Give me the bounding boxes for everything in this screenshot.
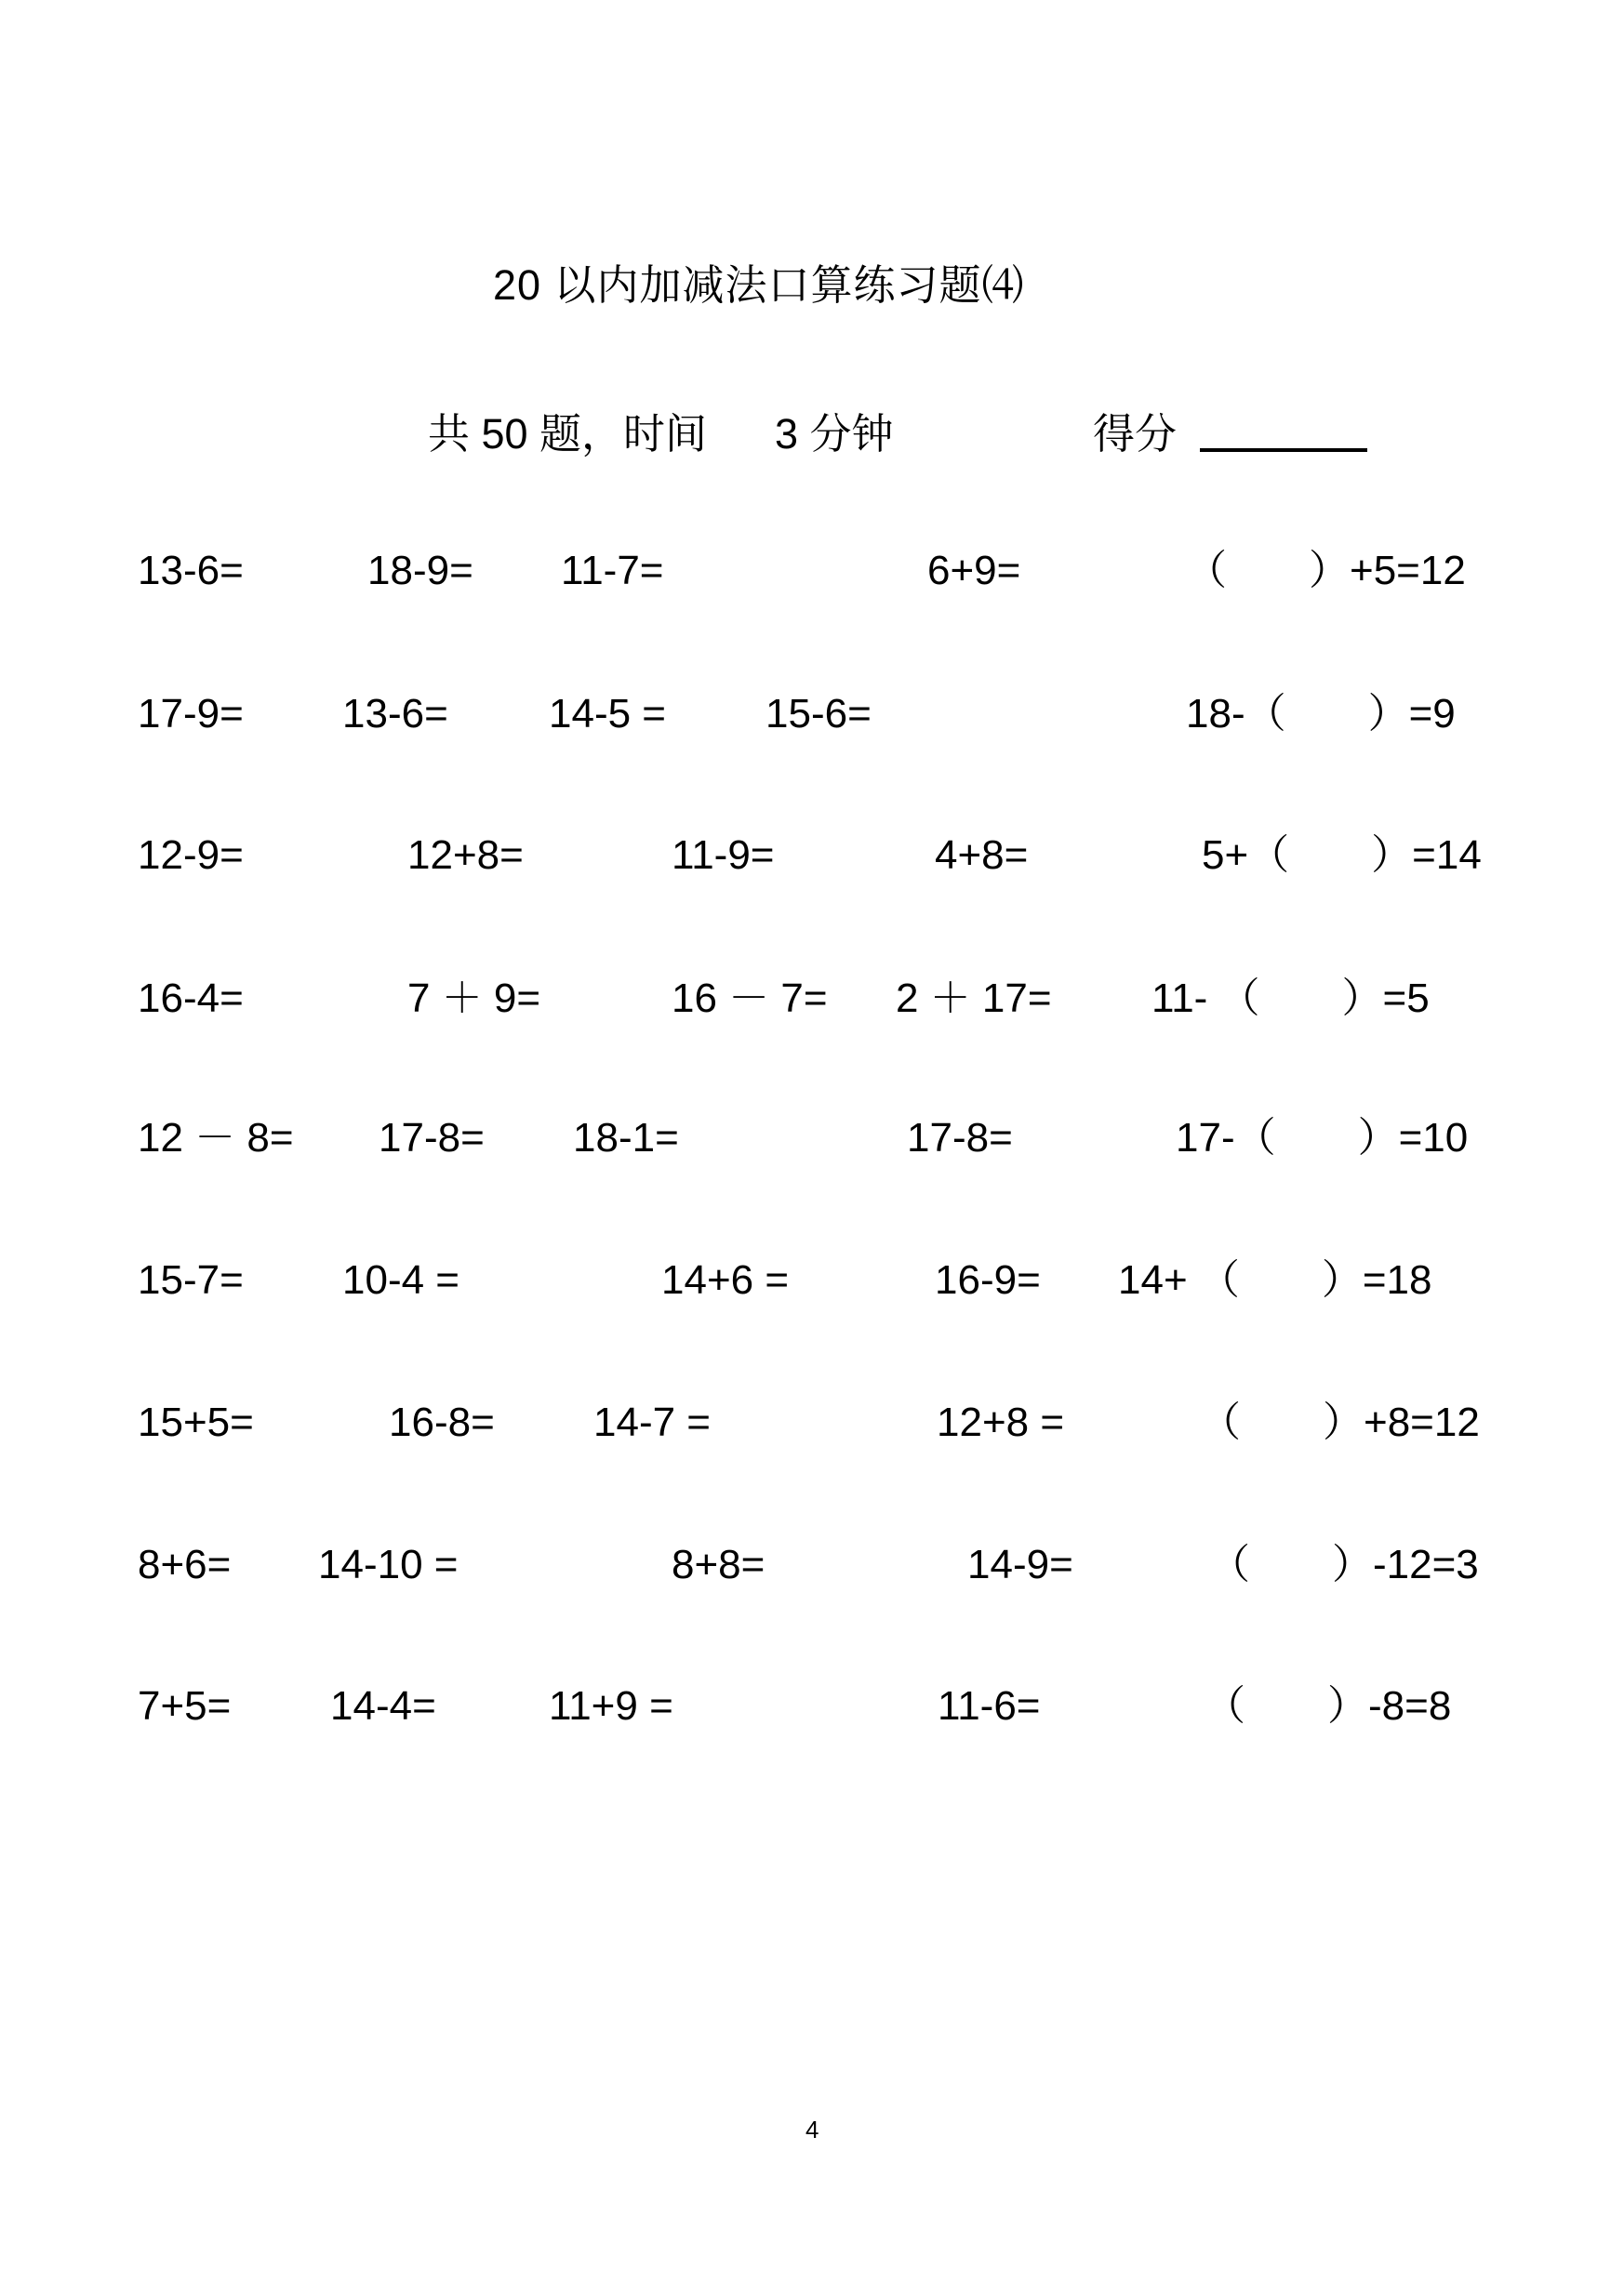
problem-r5-c2: 17-8= (379, 1115, 485, 1161)
page-number: 4 (805, 2116, 819, 2143)
problem-r9-c4: 11-6= (938, 1683, 1041, 1729)
time-limit-label: 3 分钟 (775, 410, 894, 458)
problem-r6-c1: 15-7= (138, 1257, 244, 1303)
score-blank-line (1200, 448, 1367, 452)
problem-r2-c2: 13-6= (342, 691, 448, 737)
problem-r7-c5: （ ）+8=12 (1200, 1400, 1480, 1445)
problem-r3-c2: 12+8= (407, 832, 524, 878)
problem-r1-c3: 11-7= (561, 548, 664, 593)
problem-r9-c3: 11+9 = (549, 1683, 673, 1729)
problem-r4-c3: 16 － 7= (672, 975, 828, 1021)
problem-r1-c4: 6+9= (927, 548, 1021, 593)
problem-r8-c4: 14-9= (967, 1542, 1073, 1587)
problem-count-label: 共 50 题，时间 (428, 410, 708, 458)
problem-r2-c3: 14-5 = (549, 691, 666, 737)
problem-r2-c1: 17-9= (138, 691, 244, 737)
problem-r8-c5: （ ）-12=3 (1209, 1542, 1479, 1587)
problem-r5-c5: 17-（ ）=10 (1176, 1115, 1469, 1161)
problem-r8-c1: 8+6= (138, 1542, 232, 1587)
problem-r2-c4: 15-6= (765, 691, 872, 737)
problem-r1-c2: 18-9= (367, 548, 473, 593)
problem-r7-c3: 14-7 = (593, 1400, 711, 1445)
problem-r8-c2: 14-10 = (318, 1542, 459, 1587)
problem-r9-c2: 14-4= (330, 1683, 436, 1729)
problem-r4-c2: 7 ＋ 9= (407, 975, 541, 1021)
problem-r7-c1: 15+5= (138, 1400, 254, 1445)
problem-r4-c4: 2 ＋ 17= (896, 975, 1052, 1021)
problem-r5-c3: 18-1= (573, 1115, 679, 1161)
problem-r6-c3: 14+6 = (661, 1257, 790, 1303)
problem-r7-c2: 16-8= (389, 1400, 495, 1445)
problem-r2-c5: 18-（ ）=9 (1186, 691, 1456, 737)
problem-r6-c5: 14+ （ ）=18 (1118, 1257, 1432, 1303)
problem-r5-c4: 17-8= (907, 1115, 1013, 1161)
problem-r3-c5: 5+（ ）=14 (1202, 832, 1482, 878)
problem-r1-c1: 13-6= (138, 548, 244, 593)
problem-r6-c2: 10-4 = (342, 1257, 459, 1303)
problem-r3-c4: 4+8= (935, 832, 1029, 878)
page-title: 20 以内加减法口算练习题⑷ (493, 261, 1025, 309)
problem-r4-c5: 11- （ ）=5 (1151, 975, 1430, 1021)
problem-r5-c1: 12 － 8= (138, 1115, 294, 1161)
problem-r3-c3: 11-9= (672, 832, 775, 878)
problem-r6-c4: 16-9= (935, 1257, 1041, 1303)
problem-r4-c1: 16-4= (138, 975, 244, 1021)
problem-r8-c3: 8+8= (672, 1542, 765, 1587)
problem-r3-c1: 12-9= (138, 832, 244, 878)
problem-r1-c5: （ ）+5=12 (1186, 548, 1466, 593)
problem-r9-c5: （ ）-8=8 (1205, 1683, 1452, 1729)
problem-r7-c4: 12+8 = (937, 1400, 1065, 1445)
problem-r9-c1: 7+5= (138, 1683, 232, 1729)
score-label: 得分 (1093, 410, 1178, 458)
